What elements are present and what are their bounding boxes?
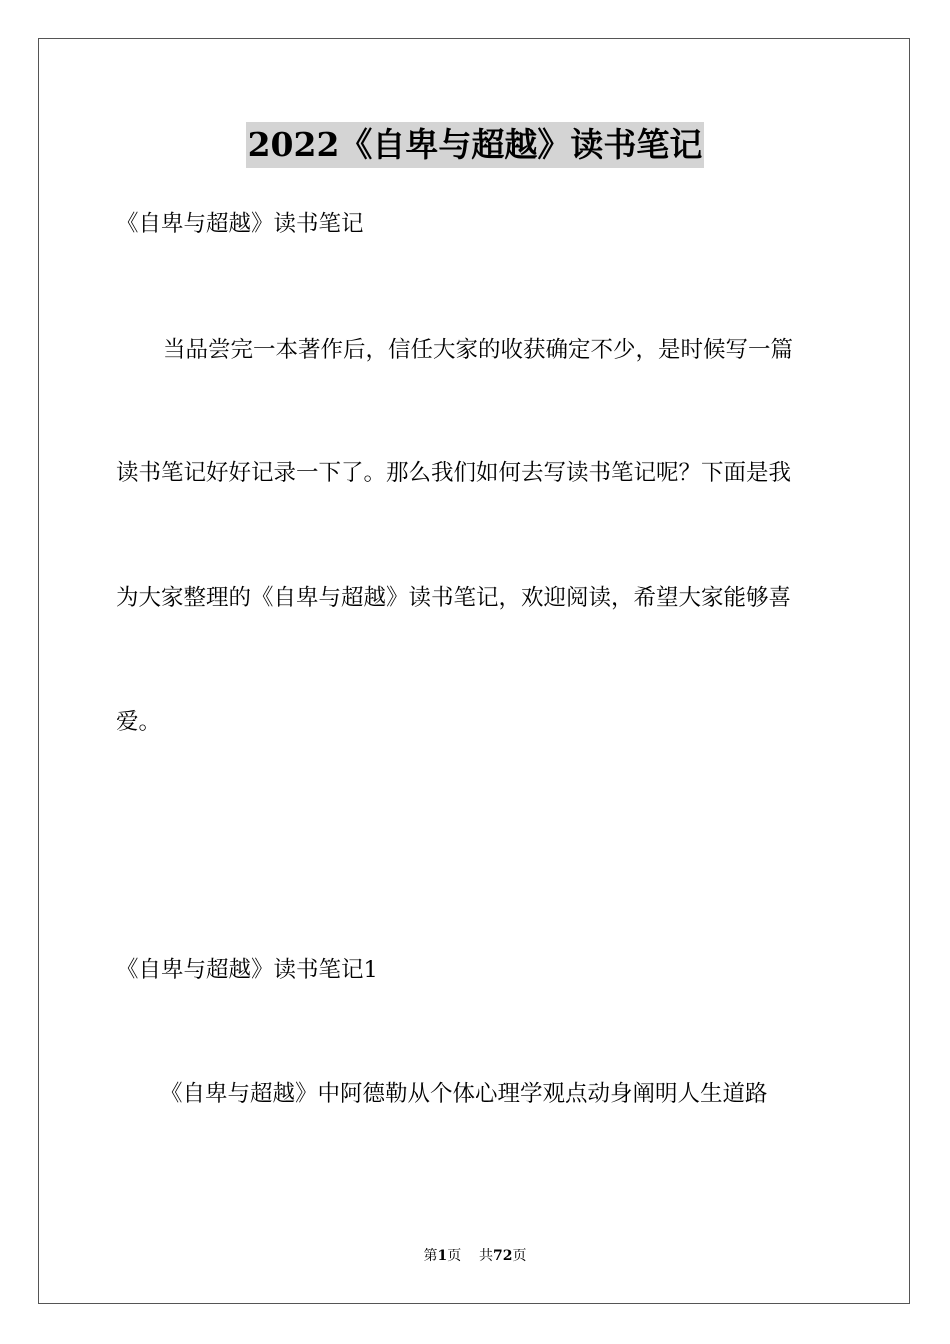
document-title: 2022《自卑与超越》读书笔记 (246, 122, 705, 168)
intro-line-4: 爱。 (116, 709, 162, 735)
footer-mid: 页 共 (447, 1248, 494, 1264)
footer-suffix: 页 (512, 1248, 527, 1264)
footer-total-pages: 72 (493, 1248, 513, 1264)
title-container (0, 122, 950, 168)
intro-line-2: 读书笔记好好记录一下了。那么我们如何去写读书笔记呢？下面是我 (116, 460, 792, 486)
section-heading: 《自卑与超越》读书笔记1 (116, 957, 378, 983)
page-footer (0, 1246, 950, 1266)
section-first-line: 《自卑与超越》中阿德勒从个体心理学观点动身阐明人生道路 (160, 1081, 768, 1107)
intro-line-1: 当品尝完一本著作后，信任大家的收获确定不少，是时候写一篇 (163, 337, 794, 363)
document-subtitle: 《自卑与超越》读书笔记 (116, 211, 364, 237)
intro-line-3: 为大家整理的《自卑与超越》读书笔记，欢迎阅读，希望大家能够喜 (116, 585, 792, 611)
footer-page-number: 1 (437, 1248, 448, 1264)
footer-prefix: 第 (423, 1248, 438, 1264)
